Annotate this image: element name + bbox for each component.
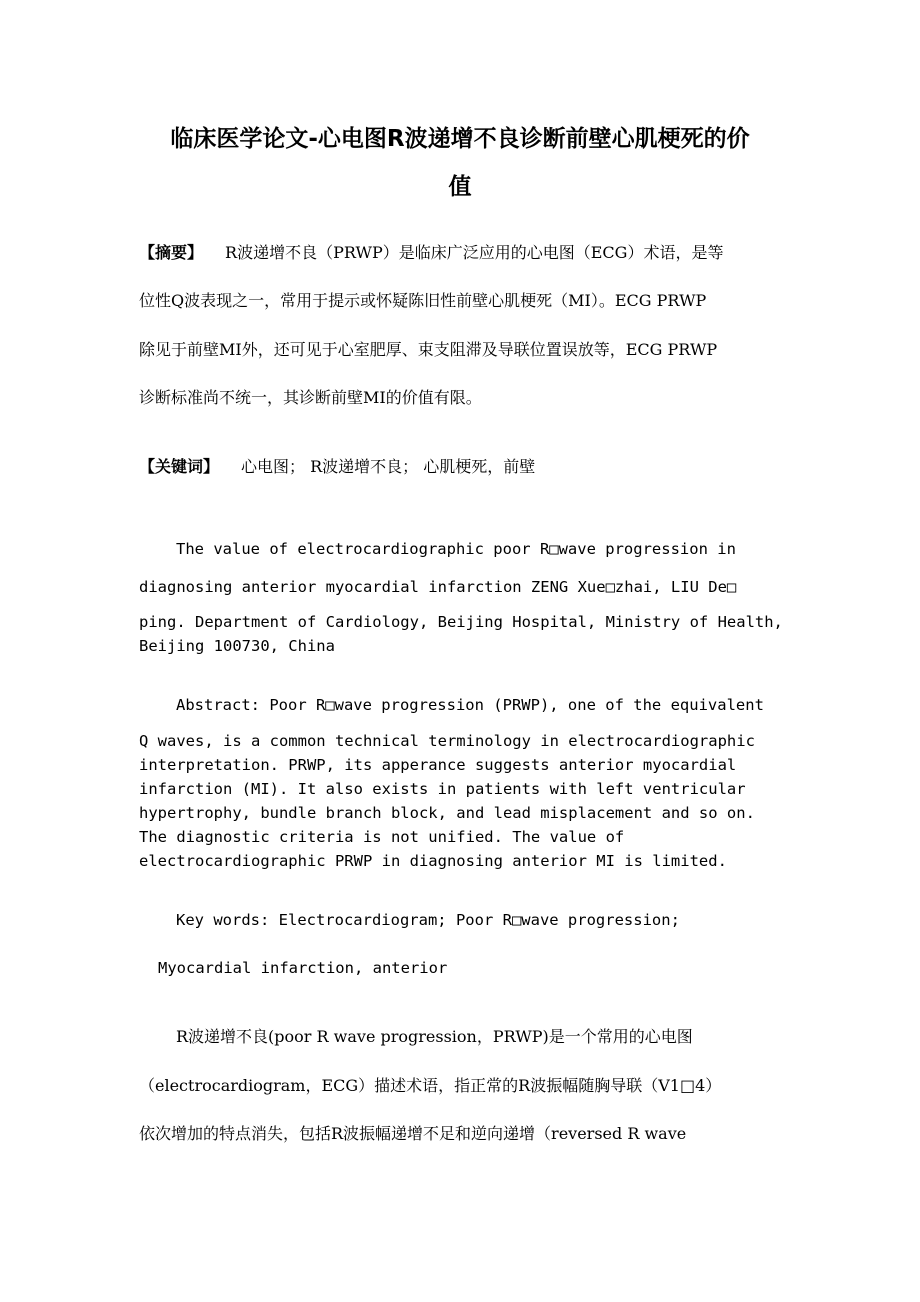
english-title-line-1: The value of electrocardiographic poor R□wave progression in [176,540,736,558]
body-line-3: 依次增加的特点消失，包括R波振幅递增不足和逆向递增（reversed R wave [139,1124,687,1143]
abstract-zh-line-3: 除见于前壁MI外，还可见于心室肥厚、束支阻滞及导联位置误放等，ECG PRWP [139,340,718,359]
abstract-zh-line-2: 位性Q波表现之一，常用于提示或怀疑陈旧性前壁心肌梗死（MI）。ECG PRWP [139,291,707,310]
abstract-en-line-7: electrocardiographic PRWP in diagnosing anterior MI is limited. [139,852,727,870]
abstract-en-line-6: The diagnostic criteria is not unified. The value of [139,828,625,846]
keywords-en-line-2: Myocardial infarction, anterior [158,959,448,977]
keywords-zh-label: 【关键词】 [139,457,220,476]
abstract-zh-line-4: 诊断标准尚不统一，其诊断前壁MI的价值有限。 [139,388,482,407]
abstract-zh-text-1: R波递增不良（PRWP）是临床广泛应用的心电图（ECG）术语，是等 [225,243,724,262]
keywords-zh-value: 心电图； R波递增不良； 心肌梗死，前壁 [241,457,536,476]
abstract-en-line-1: Abstract: Poor R□wave progression (PRWP), one of the equivalent [176,696,764,714]
abstract-zh-label: 【摘要】 [139,243,204,262]
page-title-line-1: 临床医学论文-心电图R波递增不良诊断前壁心肌梗死的价 [170,126,750,152]
abstract-en-line-2: Q waves, is a common technical terminology in electrocardiographic [139,732,755,750]
page-title-line-2: 值 [448,174,472,200]
english-title-line-3: ping. Department of Cardiology, Beijing Hospital, Ministry of Health, [139,613,783,631]
abstract-en-line-5: hypertrophy, bundle branch block, and lead misplacement and so on. [139,804,755,822]
abstract-en-line-4: infarction (MI). It also exists in patients with left ventricular [139,780,746,798]
keywords-zh [139,456,799,478]
body-line-1: R波递增不良(poor R wave progression，PRWP)是一个常用的心电图 [176,1027,693,1046]
abstract-zh-line-1 [139,242,799,264]
body-line-2: （electrocardiogram，ECG）描述术语，指正常的R波振幅随胸导联（V1□4） [139,1076,722,1095]
abstract-en-line-3: interpretation. PRWP, its apperance suggests anterior myocardial [139,756,737,774]
english-title-line-2: diagnosing anterior myocardial infarction ZENG Xue□zhai, LIU De□ [139,578,737,596]
keywords-en-line-1: Key words: Electrocardiogram; Poor R□wave progression; [176,911,680,929]
english-title-line-4: Beijing 100730, China [139,637,335,655]
